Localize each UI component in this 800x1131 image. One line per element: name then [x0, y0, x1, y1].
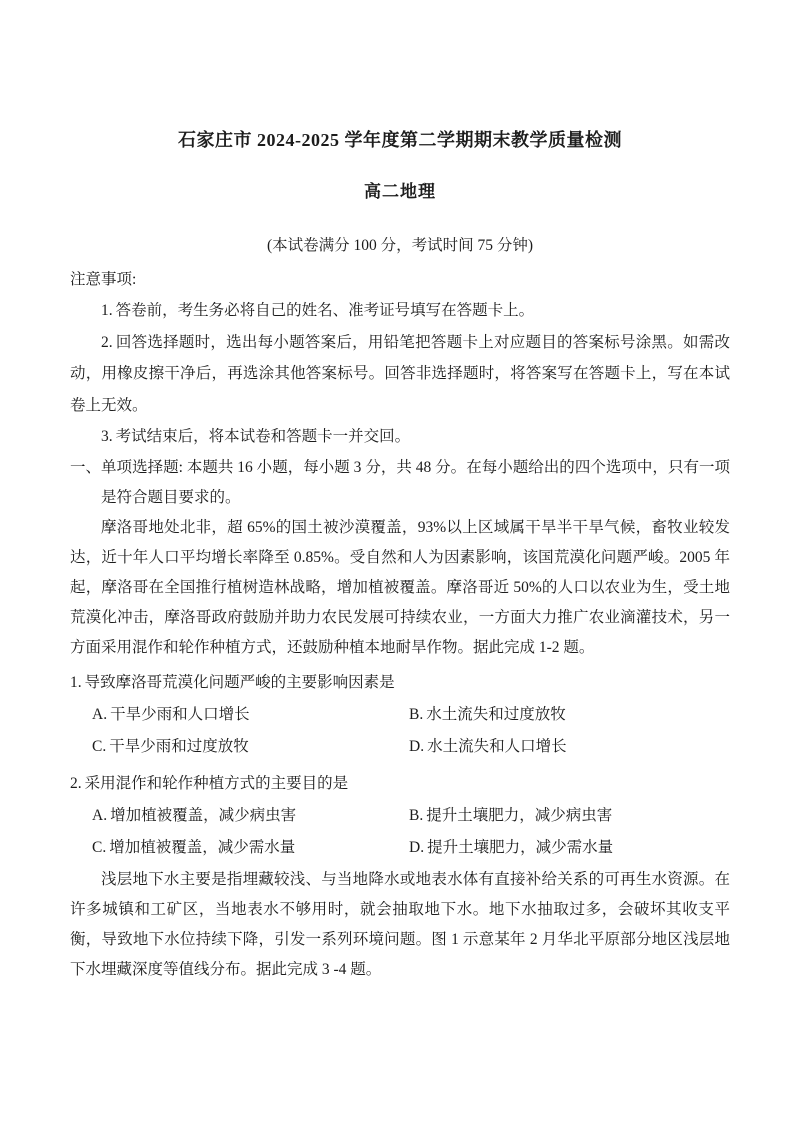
notices-heading: 注意事项:	[70, 271, 137, 288]
question-1-options-row-1	[70, 699, 730, 732]
notice-text: 回答选择题时，选出每小题答案后，用铅笔把答题卡上对应题目的答案标号涂黑。如需改动，用橡皮擦干净后，再选涂其他答案标号。回答非选择题时，将答案写在答题卡上，写在本试卷上无效。	[70, 333, 730, 414]
question-1-option-a	[70, 699, 409, 732]
option-text: 干旱少雨和过度放牧	[109, 738, 249, 755]
notice-number: 3.	[101, 428, 113, 445]
question-2-options-row-2	[70, 832, 730, 865]
option-text: 增加植被覆盖，减少病虫害	[110, 806, 297, 824]
option-text: 提升土壤肥力，减少需水量	[427, 839, 614, 856]
option-text: 提升土壤肥力，减少病虫害	[426, 806, 613, 824]
passage-groundwater: 浅层地下水主要是指埋藏较浅、与当地降水或地表水体有直接补给关系的可再生水资源。在许多城镇和工矿区，当地表水不够用时，就会抽取地下水。地下水抽取过多，会破坏其收支平衡，导致地下水位持续下降，引发一系列环境问题。图 1 示意某年 2 月华北平原部分地区浅层地下水埋藏深度等值线分布。据此完成 3 -4 题。	[70, 870, 730, 978]
notice-text: 答卷前，考生务必将自己的姓名、准考证号填写在答题卡上。	[115, 302, 535, 319]
option-text: 增加植被覆盖，减少需水量	[109, 839, 296, 856]
section-one-heading: 一、单项选择题: 本题共 16 小题，每小题 3 分，共 48 分。在每小题给出的四个选项中，只有一项是符合题目要求的。	[70, 458, 730, 506]
option-label: A.	[92, 705, 108, 723]
question-1-stem	[70, 667, 730, 699]
option-text: 水土流失和过度放牧	[426, 705, 566, 723]
option-label: B.	[409, 806, 424, 824]
exam-info: (本试卷满分 100 分，考试时间 75 分钟)	[266, 237, 534, 254]
notice-item-3	[70, 421, 730, 453]
question-text: 采用混作和轮作种植方式的主要目的是	[84, 774, 349, 792]
option-label: B.	[409, 705, 424, 723]
option-label: D.	[409, 839, 425, 856]
option-label: A.	[92, 806, 108, 824]
passage-morocco: 摩洛哥地处北非，超 65%的国土被沙漠覆盖，93%以上区域属干旱半干旱气候，畜牧业较发达，近十年人口平均增长率降至 0.85%。受自然和人为因素影响，该国荒漠化问题严峻。2005 年起，摩洛哥在全国推行植树造林战略，增加植被覆盖。摩洛哥近 50%的人口以农业为生，受土地荒漠化冲击，摩洛哥政府鼓励并助力农民发展可持续农业，一方面大力推广农业滴灌技术，另一方面采用混作和轮作种植方式，还鼓励种植本地耐旱作物。据此完成 1-2 题。	[70, 518, 730, 656]
option-label: C.	[92, 839, 107, 856]
notice-item-1	[70, 295, 730, 327]
question-number: 1.	[70, 673, 82, 691]
notice-number: 1.	[101, 302, 113, 319]
question-2-option-b	[409, 800, 730, 833]
question-2-stem	[70, 768, 730, 800]
option-label: D.	[409, 738, 425, 755]
notice-item-2	[70, 327, 730, 422]
question-1-option-d	[409, 731, 730, 764]
question-2-options-row-1	[70, 800, 730, 833]
question-text: 导致摩洛哥荒漠化问题严峻的主要影响因素是	[84, 673, 395, 691]
question-1-options-row-2	[70, 731, 730, 764]
notice-number: 2.	[101, 333, 113, 351]
notice-text: 考试结束后，将本试卷和答题卡一并交回。	[115, 428, 411, 445]
question-1-option-c	[70, 731, 409, 764]
question-2-option-d	[409, 832, 730, 865]
question-1-option-b	[409, 699, 730, 732]
paper-title: 石家庄市 2024-2025 学年度第二学期期末教学质量检测	[178, 130, 622, 150]
question-2-option-c	[70, 832, 409, 865]
option-text: 水土流失和人口增长	[427, 738, 567, 755]
paper-subject: 高二地理	[364, 182, 436, 201]
question-number: 2.	[70, 774, 82, 792]
question-2-option-a	[70, 800, 409, 833]
option-text: 干旱少雨和人口增长	[110, 705, 250, 723]
option-label: C.	[92, 738, 107, 755]
